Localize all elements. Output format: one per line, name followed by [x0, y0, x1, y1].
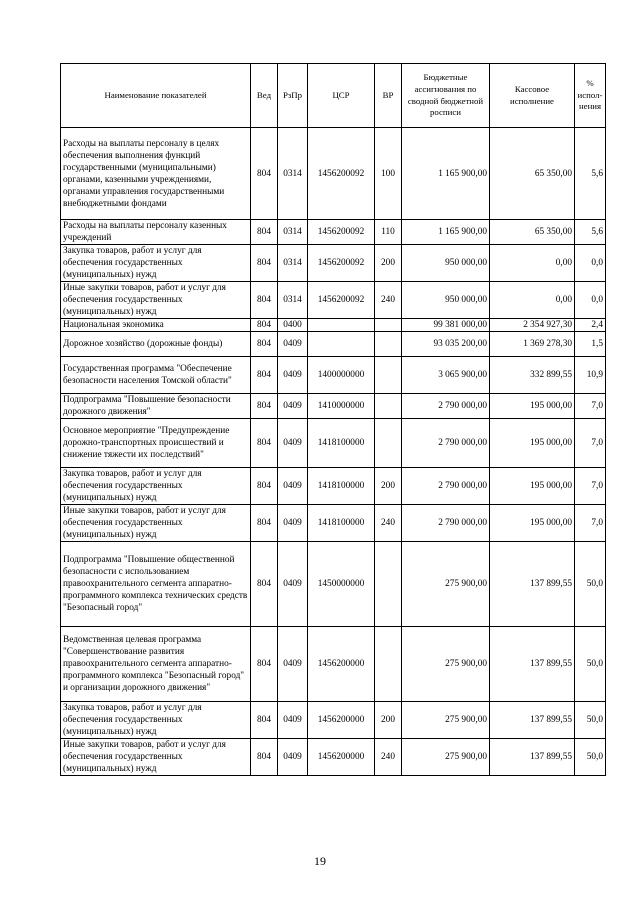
- cell-cash: 137 899,55: [490, 627, 575, 702]
- cell-ved: 804: [251, 128, 278, 220]
- cell-name: Закупка товаров, работ и услуг для обеспечения государственных (муниципальных) нужд: [61, 245, 251, 282]
- cell-vr: 240: [375, 739, 402, 776]
- cell-cash: 0,00: [490, 245, 575, 282]
- cell-cash: 137 899,55: [490, 542, 575, 627]
- table-row: [61, 332, 606, 357]
- cell-cash: 137 899,55: [490, 739, 575, 776]
- cell-assign: 93 035 200,00: [402, 332, 490, 357]
- cell-assign: 2 790 000,00: [402, 468, 490, 505]
- cell-assign: 2 790 000,00: [402, 419, 490, 468]
- cell-rzpr: 0314: [278, 220, 308, 245]
- cell-ved: 804: [251, 394, 278, 419]
- cell-cash: 65 350,00: [490, 220, 575, 245]
- cell-ved: 804: [251, 702, 278, 739]
- cell-pct: 7,0: [575, 505, 606, 542]
- cell-vr: 100: [375, 128, 402, 220]
- cell-rzpr: 0409: [278, 394, 308, 419]
- budget-table: [60, 63, 606, 776]
- cell-pct: 5,6: [575, 128, 606, 220]
- header-rzpr: РзПр: [278, 64, 308, 128]
- cell-name: Расходы на выплаты персоналу казенных учреждений: [61, 220, 251, 245]
- table-row: [61, 128, 606, 220]
- cell-ved: 804: [251, 627, 278, 702]
- header-assignments: Бюджетные ассигнования по сводной бюджетной росписи: [402, 64, 490, 128]
- cell-csr: 1450000000: [308, 542, 375, 627]
- cell-cash: 195 000,00: [490, 468, 575, 505]
- cell-name: Подпрограмма "Повышение безопасности дорожного движения": [61, 394, 251, 419]
- cell-assign: 1 165 900,00: [402, 220, 490, 245]
- table-row: [61, 357, 606, 394]
- cell-cash: 332 899,55: [490, 357, 575, 394]
- cell-pct: 10,9: [575, 357, 606, 394]
- cell-pct: 50,0: [575, 542, 606, 627]
- cell-vr: [375, 542, 402, 627]
- cell-assign: 3 065 900,00: [402, 357, 490, 394]
- cell-cash: 1 369 278,30: [490, 332, 575, 357]
- cell-pct: 50,0: [575, 702, 606, 739]
- cell-ved: 804: [251, 542, 278, 627]
- cell-ved: 804: [251, 357, 278, 394]
- cell-csr: 1418100000: [308, 419, 375, 468]
- table-row: [61, 468, 606, 505]
- cell-rzpr: 0314: [278, 128, 308, 220]
- cell-vr: 200: [375, 245, 402, 282]
- cell-pct: 7,0: [575, 419, 606, 468]
- cell-pct: 7,0: [575, 468, 606, 505]
- cell-vr: 240: [375, 282, 402, 319]
- cell-ved: 804: [251, 505, 278, 542]
- cell-ved: 804: [251, 332, 278, 357]
- cell-rzpr: 0400: [278, 319, 308, 332]
- cell-vr: [375, 357, 402, 394]
- cell-assign: 275 900,00: [402, 739, 490, 776]
- cell-name: Государственная программа "Обеспечение безопасности населения Томской области": [61, 357, 251, 394]
- table-row: [61, 319, 606, 332]
- cell-vr: 200: [375, 702, 402, 739]
- cell-cash: 137 899,55: [490, 702, 575, 739]
- cell-rzpr: 0409: [278, 419, 308, 468]
- header-ved: Вед: [251, 64, 278, 128]
- cell-vr: [375, 332, 402, 357]
- cell-assign: 950 000,00: [402, 245, 490, 282]
- cell-ved: 804: [251, 245, 278, 282]
- cell-assign: 2 790 000,00: [402, 505, 490, 542]
- cell-csr: 1456200092: [308, 128, 375, 220]
- cell-cash: 195 000,00: [490, 394, 575, 419]
- cell-csr: 1456200092: [308, 245, 375, 282]
- cell-vr: [375, 627, 402, 702]
- cell-pct: 1,5: [575, 332, 606, 357]
- cell-csr: 1456200000: [308, 739, 375, 776]
- cell-assign: 2 790 000,00: [402, 394, 490, 419]
- cell-rzpr: 0314: [278, 245, 308, 282]
- table-row: [61, 220, 606, 245]
- cell-rzpr: 0409: [278, 739, 308, 776]
- cell-csr: 1418100000: [308, 468, 375, 505]
- cell-cash: 0,00: [490, 282, 575, 319]
- cell-csr: 1456200092: [308, 282, 375, 319]
- cell-name: Подпрограмма "Повышение общественной безопасности с использованием правоохранительного сегмента аппаратно-программного комплекса технических средств "Безопасный город": [61, 542, 251, 627]
- table-row: [61, 627, 606, 702]
- cell-csr: [308, 319, 375, 332]
- cell-name: Иные закупки товаров, работ и услуг для обеспечения государственных (муниципальных) нужд: [61, 739, 251, 776]
- cell-rzpr: 0409: [278, 505, 308, 542]
- cell-csr: [308, 332, 375, 357]
- cell-pct: 0,0: [575, 282, 606, 319]
- cell-assign: 275 900,00: [402, 542, 490, 627]
- header-cash-execution: Кассовое исполнение: [490, 64, 575, 128]
- cell-name: Закупка товаров, работ и услуг для обеспечения государственных (муниципальных) нужд: [61, 468, 251, 505]
- cell-pct: 5,6: [575, 220, 606, 245]
- cell-cash: 195 000,00: [490, 419, 575, 468]
- cell-csr: 1400000000: [308, 357, 375, 394]
- table-row: [61, 419, 606, 468]
- cell-ved: 804: [251, 220, 278, 245]
- cell-pct: 50,0: [575, 739, 606, 776]
- cell-name: Основное мероприятие "Предупреждение дорожно-транспортных происшествий и снижение тяжести их последствий": [61, 419, 251, 468]
- cell-rzpr: 0409: [278, 357, 308, 394]
- header-vr: ВР: [375, 64, 402, 128]
- cell-name: Расходы на выплаты персоналу в целях обеспечения выполнения функций государственными (муниципальными) органами, казенными учреждениями, органами управления государственными внебюджетными фондами: [61, 128, 251, 220]
- header-name: Наименование показателей: [61, 64, 251, 128]
- table-row: [61, 505, 606, 542]
- cell-vr: [375, 419, 402, 468]
- cell-csr: 1456200000: [308, 702, 375, 739]
- table-body: [61, 128, 606, 776]
- cell-ved: 804: [251, 468, 278, 505]
- table-row: [61, 245, 606, 282]
- table-row: [61, 542, 606, 627]
- cell-vr: 200: [375, 468, 402, 505]
- table-row: [61, 702, 606, 739]
- cell-csr: 1410000000: [308, 394, 375, 419]
- cell-vr: 240: [375, 505, 402, 542]
- cell-csr: 1456200000: [308, 627, 375, 702]
- cell-name: Ведомственная целевая программа "Совершенствование развития правоохранительного сегмента аппаратно-программного комплекса "Безопасный город" и организации дорожного движения": [61, 627, 251, 702]
- cell-rzpr: 0409: [278, 542, 308, 627]
- cell-rzpr: 0314: [278, 282, 308, 319]
- cell-pct: 50,0: [575, 627, 606, 702]
- cell-vr: 110: [375, 220, 402, 245]
- table-row: [61, 394, 606, 419]
- cell-assign: 1 165 900,00: [402, 128, 490, 220]
- cell-pct: 0,0: [575, 245, 606, 282]
- page-number: 19: [314, 854, 326, 868]
- cell-assign: 99 381 000,00: [402, 319, 490, 332]
- cell-name: Иные закупки товаров, работ и услуг для обеспечения государственных (муниципальных) нужд: [61, 282, 251, 319]
- cell-rzpr: 0409: [278, 468, 308, 505]
- cell-vr: [375, 319, 402, 332]
- cell-cash: 195 000,00: [490, 505, 575, 542]
- cell-cash: 65 350,00: [490, 128, 575, 220]
- table-row: [61, 739, 606, 776]
- cell-rzpr: 0409: [278, 627, 308, 702]
- cell-assign: 275 900,00: [402, 702, 490, 739]
- cell-csr: 1418100000: [308, 505, 375, 542]
- cell-name: Национальная экономика: [61, 319, 251, 332]
- cell-assign: 950 000,00: [402, 282, 490, 319]
- cell-ved: 804: [251, 282, 278, 319]
- cell-assign: 275 900,00: [402, 627, 490, 702]
- cell-ved: 804: [251, 319, 278, 332]
- cell-name: Закупка товаров, работ и услуг для обеспечения государственных (муниципальных) нужд: [61, 702, 251, 739]
- cell-cash: 2 354 927,30: [490, 319, 575, 332]
- header-csr: ЦСР: [308, 64, 375, 128]
- cell-rzpr: 0409: [278, 702, 308, 739]
- table-row: [61, 282, 606, 319]
- header-percent: % испол-нения: [575, 64, 606, 128]
- cell-name: Иные закупки товаров, работ и услуг для обеспечения государственных (муниципальных) нужд: [61, 505, 251, 542]
- cell-ved: 804: [251, 419, 278, 468]
- header-row: [61, 64, 606, 128]
- cell-pct: 7,0: [575, 394, 606, 419]
- cell-pct: 2,4: [575, 319, 606, 332]
- cell-ved: 804: [251, 739, 278, 776]
- cell-vr: [375, 394, 402, 419]
- cell-rzpr: 0409: [278, 332, 308, 357]
- cell-csr: 1456200092: [308, 220, 375, 245]
- cell-name: Дорожное хозяйство (дорожные фонды): [61, 332, 251, 357]
